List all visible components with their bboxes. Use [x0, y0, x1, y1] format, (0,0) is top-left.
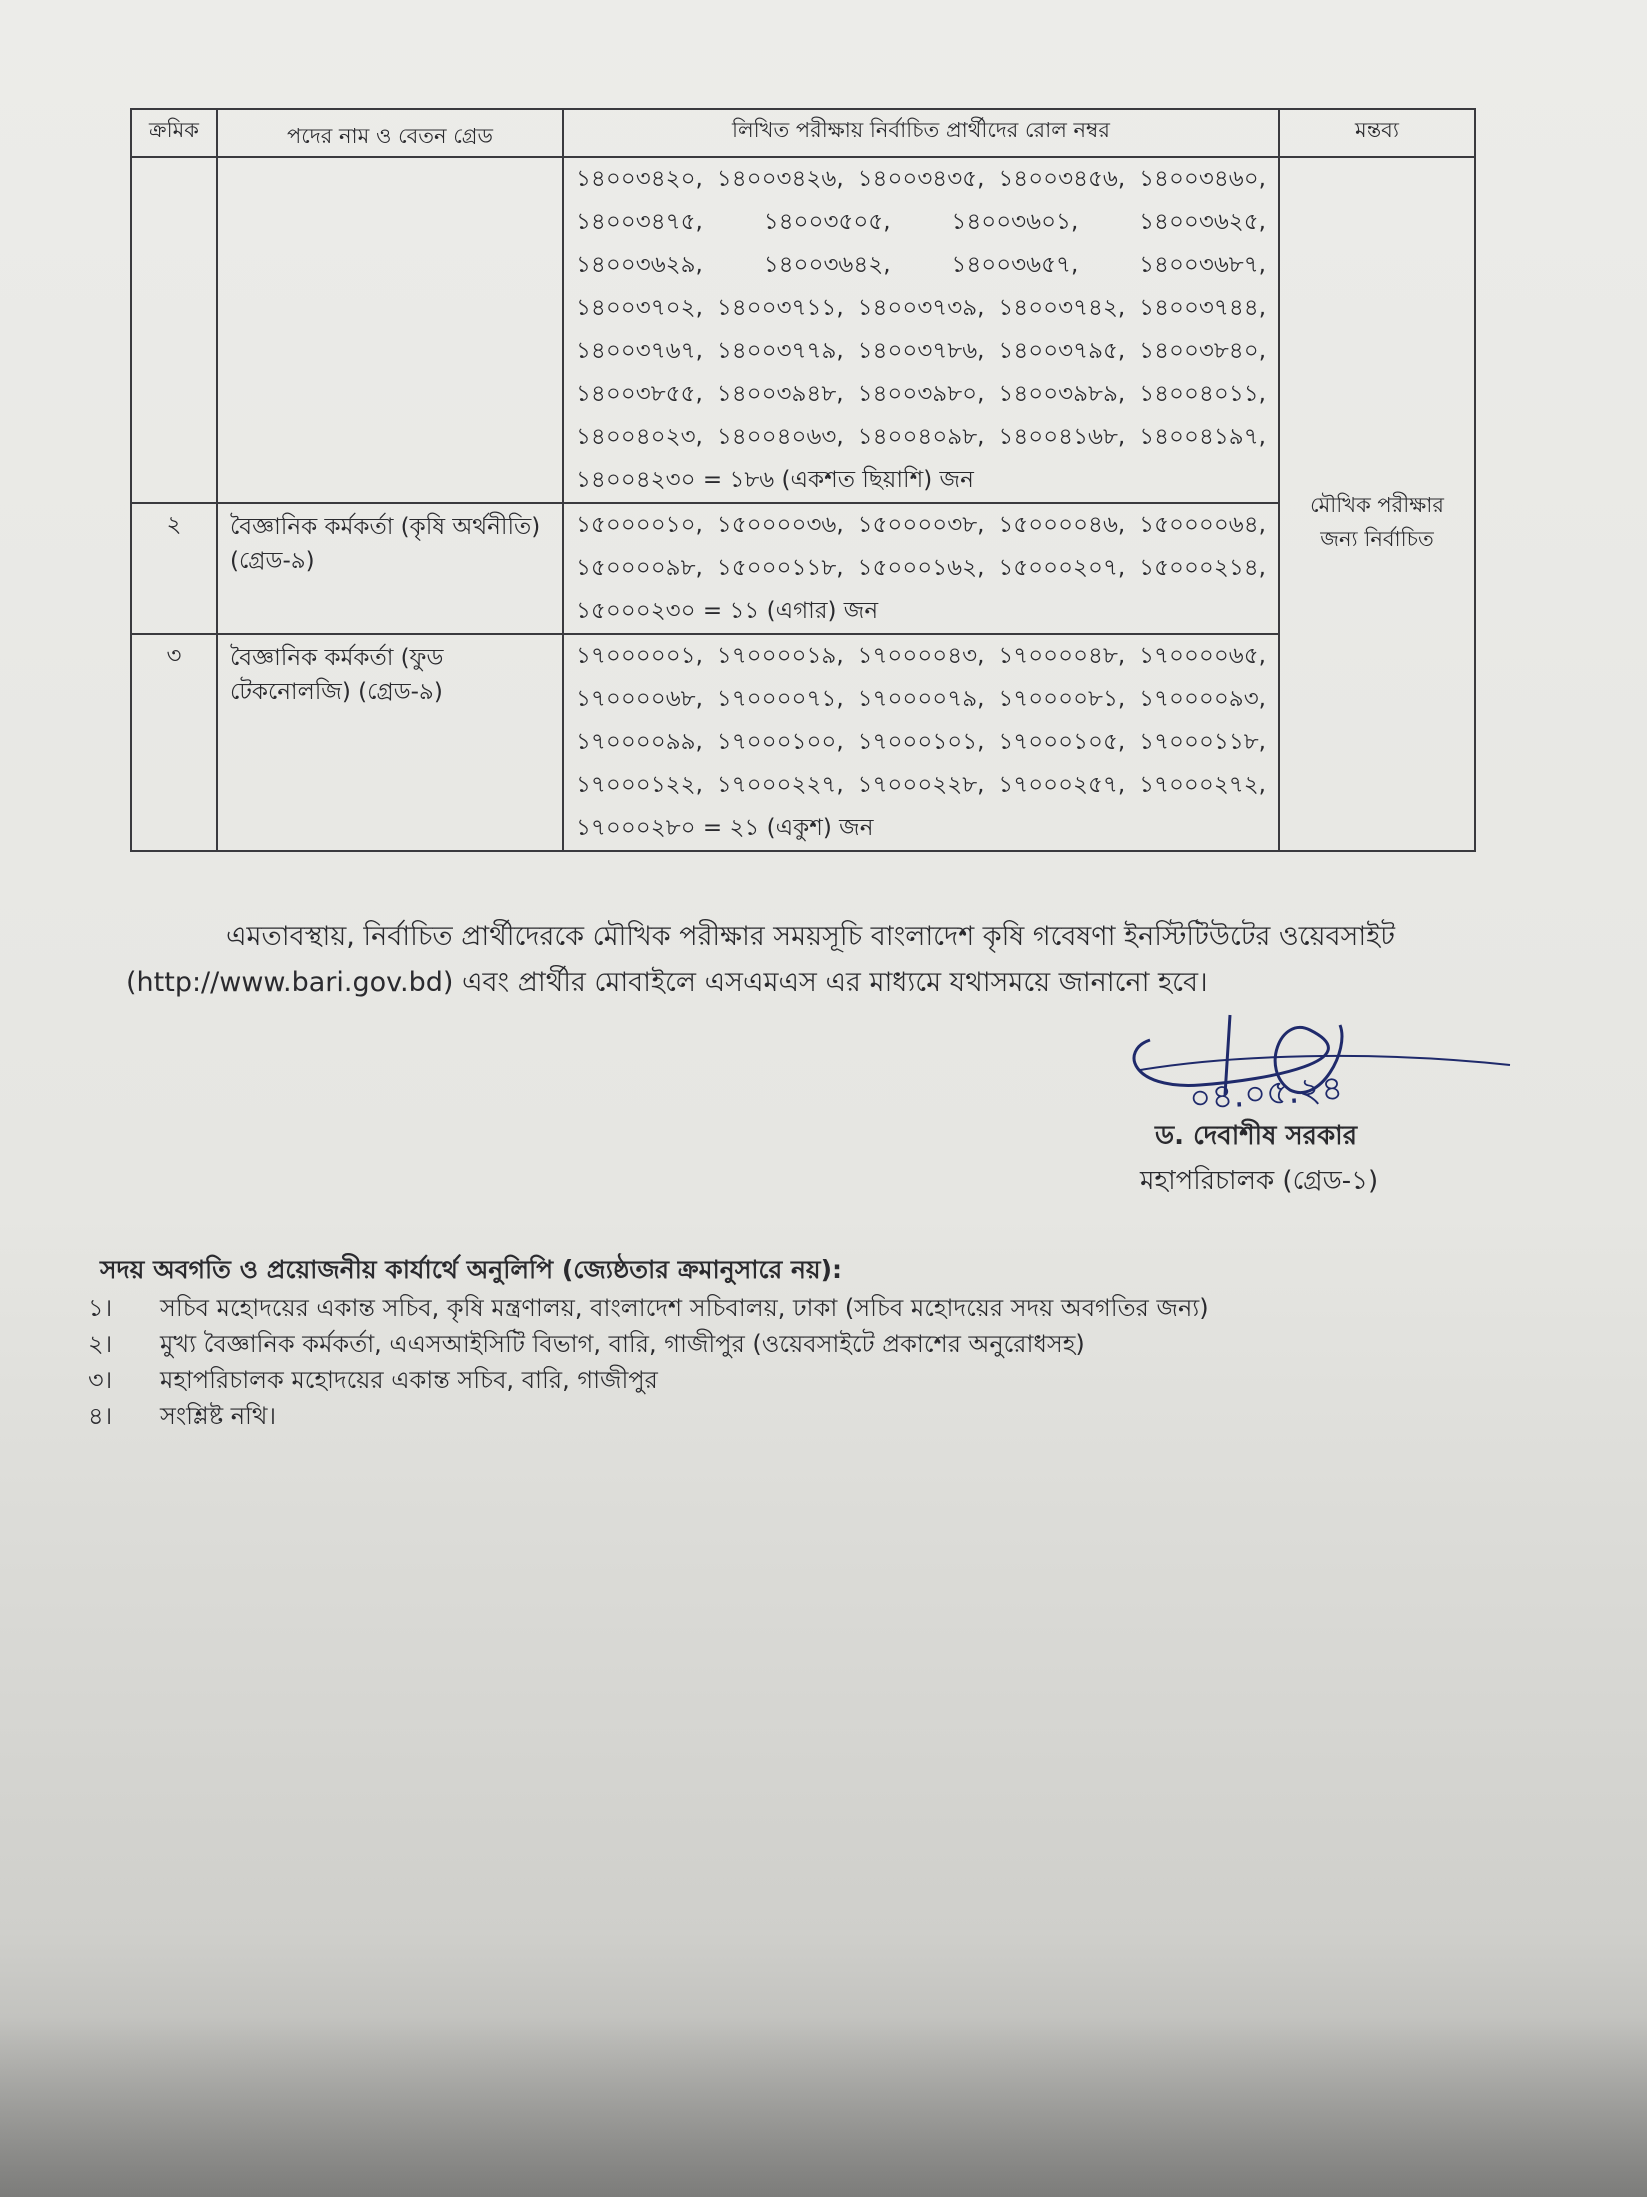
signatory-title: মহাপরিচালক (গ্রেড-১)	[1140, 1166, 1379, 1196]
roll-total: ১৭০০০২৮০ = ২১ (একুশ) জন	[576, 815, 874, 841]
remark-cell	[1279, 157, 1475, 851]
header-serial: ক্রমিক	[131, 109, 217, 157]
list-item-text: মুখ্য বৈজ্ঞানিক কর্মকর্তা, এএসআইসিটি বিভাগ, বারি, গাজীপুর (ওয়েবসাইটে প্রকাশের অনুরোধসহ)	[160, 1330, 1085, 1358]
list-item-number: ২।	[88, 1330, 113, 1358]
selected-candidates-table	[130, 108, 1476, 852]
cc-list	[88, 1290, 1209, 1434]
row-2-serial: ২	[131, 503, 217, 634]
table-header-row	[131, 109, 1475, 157]
header-post: পদের নাম ও বেতন গ্রেড	[217, 109, 563, 157]
roll-line: ১৫০০০০৯৮, ১৫০০০১১৮, ১৫০০০১৬২, ১৫০০০২০৭, ১৫০০০২১৪,	[576, 555, 1266, 581]
list-item	[88, 1290, 1209, 1326]
roll-line: ১৭০০০০৬৮, ১৭০০০০৭১, ১৭০০০০৭৯, ১৭০০০০৮১, ১৭০০০০৯৩,	[576, 686, 1266, 712]
remark-text: মৌখিক পরীক্ষার জন্য নির্বাচিত	[1310, 493, 1444, 551]
roll-line: ১৪০০৩৪২০, ১৪০০৩৪২৬, ১৪০০৩৪৩৫, ১৪০০৩৪৫৬, ১৪০০৩৪৬০,	[576, 166, 1266, 192]
photo-shadow	[0, 2017, 1647, 2197]
roll-line: ১৪০০৩৬২৯, ১৪০০৩৬৪২, ১৪০০৩৬৫৭, ১৪০০৩৬৮৭,	[576, 252, 1266, 278]
list-item-number: ১।	[88, 1294, 113, 1322]
roll-line: ১৪০০৩৭০২, ১৪০০৩৭১১, ১৪০০৩৭৩৯, ১৪০০৩৭৪২, ১৪০০৩৭৪৪,	[576, 295, 1266, 321]
row-1-rolls	[563, 157, 1279, 503]
roll-line: ১৪০০৩৮৫৫, ১৪০০৩৯৪৮, ১৪০০৩৯৮০, ১৪০০৩৯৮৯, ১৪০০৪০১১,	[576, 381, 1266, 407]
roll-line: ১৪০০৩৭৬৭, ১৪০০৩৭৭৯, ১৪০০৩৭৮৬, ১৪০০৩৭৯৫, ১৪০০৩৮৪০,	[576, 338, 1266, 364]
roll-total: ১৫০০০২৩০ = ১১ (এগার) জন	[576, 598, 879, 624]
roll-line: ১৭০০০০০১, ১৭০০০০১৯, ১৭০০০০৪৩, ১৭০০০০৪৮, ১৭০০০০৬৫,	[576, 643, 1266, 669]
notice-paragraph: এমতাবস্থায়, নির্বাচিত প্রার্থীদেরকে মৌখিক পরীক্ষার সময়সূচি বাংলাদেশ কৃষি গবেষণা ইনস্টিটিউটের ওয়েবসাইট (http://www.bari.gov.bd) এবং প্রার্থীর মোবাইলে এসএমএস এর মাধ্যমে যথাসময়ে জানানো হবে।	[126, 921, 1395, 998]
signature-date: ০৪.০৫.২৪	[1187, 1068, 1345, 1119]
list-item-text: সংশ্লিষ্ট নথি।	[160, 1402, 277, 1430]
row-3-post: বৈজ্ঞানিক কর্মকর্তা (ফুড টেকনোলজি) (গ্রেড-৯)	[217, 634, 563, 851]
row-1-serial	[131, 157, 217, 503]
signature-scribble	[1110, 1010, 1540, 1120]
row-2-post: বৈজ্ঞানিক কর্মকর্তা (কৃষি অর্থনীতি) (গ্রেড-৯)	[217, 503, 563, 634]
row-1-post	[217, 157, 563, 503]
row-3-rolls	[563, 634, 1279, 851]
list-item-text: সচিব মহোদয়ের একান্ত সচিব, কৃষি মন্ত্রণালয়, বাংলাদেশ সচিবালয়, ঢাকা (সচিব মহোদয়ের সদয় অবগতির জন্য)	[160, 1294, 1209, 1322]
roll-line: ১৫০০০০১০, ১৫০০০০৩৬, ১৫০০০০৩৮, ১৫০০০০৪৬, ১৫০০০০৬৪,	[576, 512, 1266, 538]
row-2-rolls	[563, 503, 1279, 634]
signatory-name: ড. দেবাশীষ সরকার	[1155, 1121, 1358, 1151]
table-row	[131, 503, 1475, 634]
header-remark: মন্তব্য	[1279, 109, 1475, 157]
list-item-text: মহাপরিচালক মহোদয়ের একান্ত সচিব, বারি, গাজীপুর	[160, 1366, 658, 1394]
list-item-number: ৪।	[88, 1402, 113, 1430]
signature-block	[1110, 1010, 1540, 1210]
list-item-number: ৩।	[88, 1366, 113, 1394]
table-row	[131, 157, 1475, 503]
roll-line: ১৭০০০০৯৯, ১৭০০০১০০, ১৭০০০১০১, ১৭০০০১০৫, ১৭০০০১১৮,	[576, 729, 1266, 755]
table-row	[131, 634, 1475, 851]
roll-line: ১৪০০৩৪৭৫, ১৪০০৩৫০৫, ১৪০০৩৬০১, ১৪০০৩৬২৫,	[576, 209, 1266, 235]
list-item	[88, 1362, 1209, 1398]
cc-heading: সদয় অবগতি ও প্রয়োজনীয় কার্যার্থে অনুলিপি (জ্যেষ্ঠতার ক্রমানুসারে নয়):	[100, 1255, 843, 1284]
roll-line: ১৪০০৪০২৩, ১৪০০৪০৬৩, ১৪০০৪০৯৮, ১৪০০৪১৬৮, ১৪০০৪১৯৭,	[576, 424, 1266, 450]
row-3-serial: ৩	[131, 634, 217, 851]
list-item	[88, 1398, 1209, 1434]
list-item	[88, 1326, 1209, 1362]
header-rolls: লিখিত পরীক্ষায় নির্বাচিত প্রার্থীদের রোল নম্বর	[563, 109, 1279, 157]
roll-total: ১৪০০৪২৩০ = ১৮৬ (একশত ছিয়াশি) জন	[576, 467, 974, 493]
roll-line: ১৭০০০১২২, ১৭০০০২২৭, ১৭০০০২২৮, ১৭০০০২৫৭, ১৭০০০২৭২,	[576, 772, 1266, 798]
